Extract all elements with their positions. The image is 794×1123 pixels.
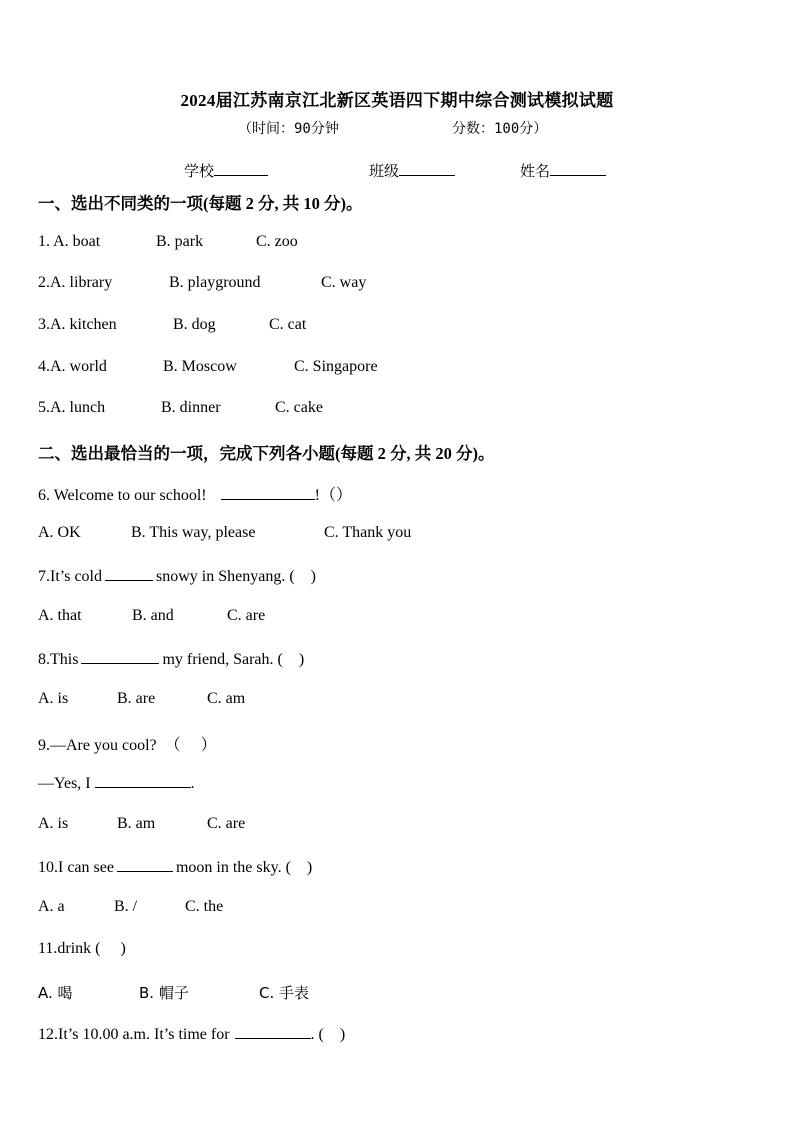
- q7-stem: 7.It’s cold: [38, 568, 102, 585]
- q3-option-a: 3.A. kitchen: [38, 316, 117, 333]
- q9-reply: —Yes, I: [38, 775, 91, 792]
- question-9: [38, 732, 217, 755]
- q7-after: snowy in Shenyang. ( ): [156, 568, 316, 585]
- exam-score: 分数：100分）: [452, 121, 548, 137]
- q5-option-c: C. cake: [275, 399, 323, 416]
- question-11-options: [38, 982, 309, 1003]
- page-title: 2024届江苏南京江北新区英语四下期中综合测试模拟试题: [180, 91, 614, 110]
- q1-option-b: B. park: [156, 233, 204, 250]
- question-7: [38, 566, 316, 586]
- q7-option-a: A. that: [38, 607, 82, 624]
- q11-option-c: C. 手表: [259, 984, 310, 1002]
- q10-stem: 10.I can see: [38, 859, 114, 876]
- q9-option-c: C. are: [207, 815, 246, 832]
- question-8-options: [38, 690, 245, 708]
- q6-option-c: C. Thank you: [324, 524, 412, 541]
- q4-option-c: C. Singapore: [294, 358, 378, 375]
- name-label: 姓名: [520, 164, 551, 180]
- q8-blank[interactable]: [81, 649, 159, 664]
- q9-option-a: A. is: [38, 815, 69, 832]
- q4-option-a: 4.A. world: [38, 358, 107, 375]
- class-label: 班级: [369, 164, 400, 180]
- q8-after: my friend, Sarah. ( ): [162, 651, 305, 668]
- question-5: [38, 399, 323, 417]
- q9-stem: 9.—Are you cool? （ ）: [38, 737, 217, 754]
- question-3: [38, 316, 306, 334]
- q6-option-a: A. OK: [38, 524, 81, 541]
- question-6: [38, 482, 352, 505]
- q10-after: moon in the sky. ( ): [175, 859, 313, 876]
- q3-option-c: C. cat: [269, 316, 307, 333]
- q2-option-b: B. playground: [169, 274, 261, 291]
- q5-option-a: 5.A. lunch: [38, 399, 106, 416]
- q5-option-b: B. dinner: [161, 399, 221, 416]
- question-8: [38, 649, 304, 669]
- q8-option-a: A. is: [38, 690, 69, 707]
- section1-heading: 一、选出不同类的一项(每题 2 分, 共 10 分)。: [38, 194, 363, 213]
- q12-stem: 12.It’s 10.00 a.m. It’s time for: [38, 1026, 230, 1043]
- q7-option-b: B. and: [132, 607, 174, 624]
- q1-option-a: 1. A. boat: [38, 233, 101, 250]
- exam-time: （时间：90分钟: [238, 121, 339, 137]
- q10-option-a: A. a: [38, 898, 65, 915]
- q6-blank[interactable]: [221, 485, 315, 500]
- question-11: [38, 940, 126, 958]
- q9-blank[interactable]: [95, 773, 191, 788]
- q7-option-c: C. are: [227, 607, 266, 624]
- q1-option-c: C. zoo: [256, 233, 298, 250]
- q9-end: .: [190, 775, 195, 792]
- question-1: [38, 233, 298, 251]
- q11-stem: 11.drink ( ): [38, 940, 126, 957]
- q9-option-b: B. am: [117, 815, 156, 832]
- class-field: [369, 160, 455, 181]
- question-10-options: [38, 898, 223, 916]
- question-12: [38, 1024, 345, 1044]
- question-2: [38, 274, 366, 292]
- q8-option-b: B. are: [117, 690, 156, 707]
- q10-option-c: C. the: [185, 898, 224, 915]
- q11-option-b: B. 帽子: [139, 984, 189, 1002]
- school-label: 学校: [184, 164, 215, 180]
- name-blank[interactable]: [550, 161, 606, 176]
- q2-option-c: C. way: [321, 274, 367, 291]
- q12-blank[interactable]: [235, 1024, 311, 1039]
- question-7-options: [38, 607, 265, 625]
- q10-blank[interactable]: [117, 857, 173, 872]
- q11-option-a: A. 喝: [38, 984, 73, 1002]
- q3-option-b: B. dog: [173, 316, 216, 333]
- q6-stem: 6. Welcome to our school!: [38, 487, 207, 504]
- school-blank[interactable]: [214, 161, 268, 176]
- class-blank[interactable]: [399, 161, 455, 176]
- name-field: [520, 160, 606, 181]
- q8-option-c: C. am: [207, 690, 246, 707]
- q12-after: . ( ): [310, 1026, 346, 1043]
- question-4: [38, 358, 378, 376]
- school-field: [184, 160, 268, 181]
- question-10: [38, 857, 312, 877]
- q7-blank[interactable]: [105, 566, 153, 581]
- section2-heading: 二、选出最恰当的一项，完成下列各小题(每题 2 分, 共 20 分)。: [38, 444, 495, 463]
- q6-after: !（）: [314, 487, 352, 504]
- q4-option-b: B. Moscow: [163, 358, 237, 375]
- q2-option-a: 2.A. library: [38, 274, 113, 291]
- question-9-options: [38, 815, 245, 833]
- q10-option-b: B. /: [114, 898, 138, 915]
- q8-stem: 8.This: [38, 651, 79, 668]
- question-9-reply: [38, 773, 195, 793]
- question-6-options: [38, 524, 411, 542]
- q6-option-b: B. This way, please: [131, 524, 256, 541]
